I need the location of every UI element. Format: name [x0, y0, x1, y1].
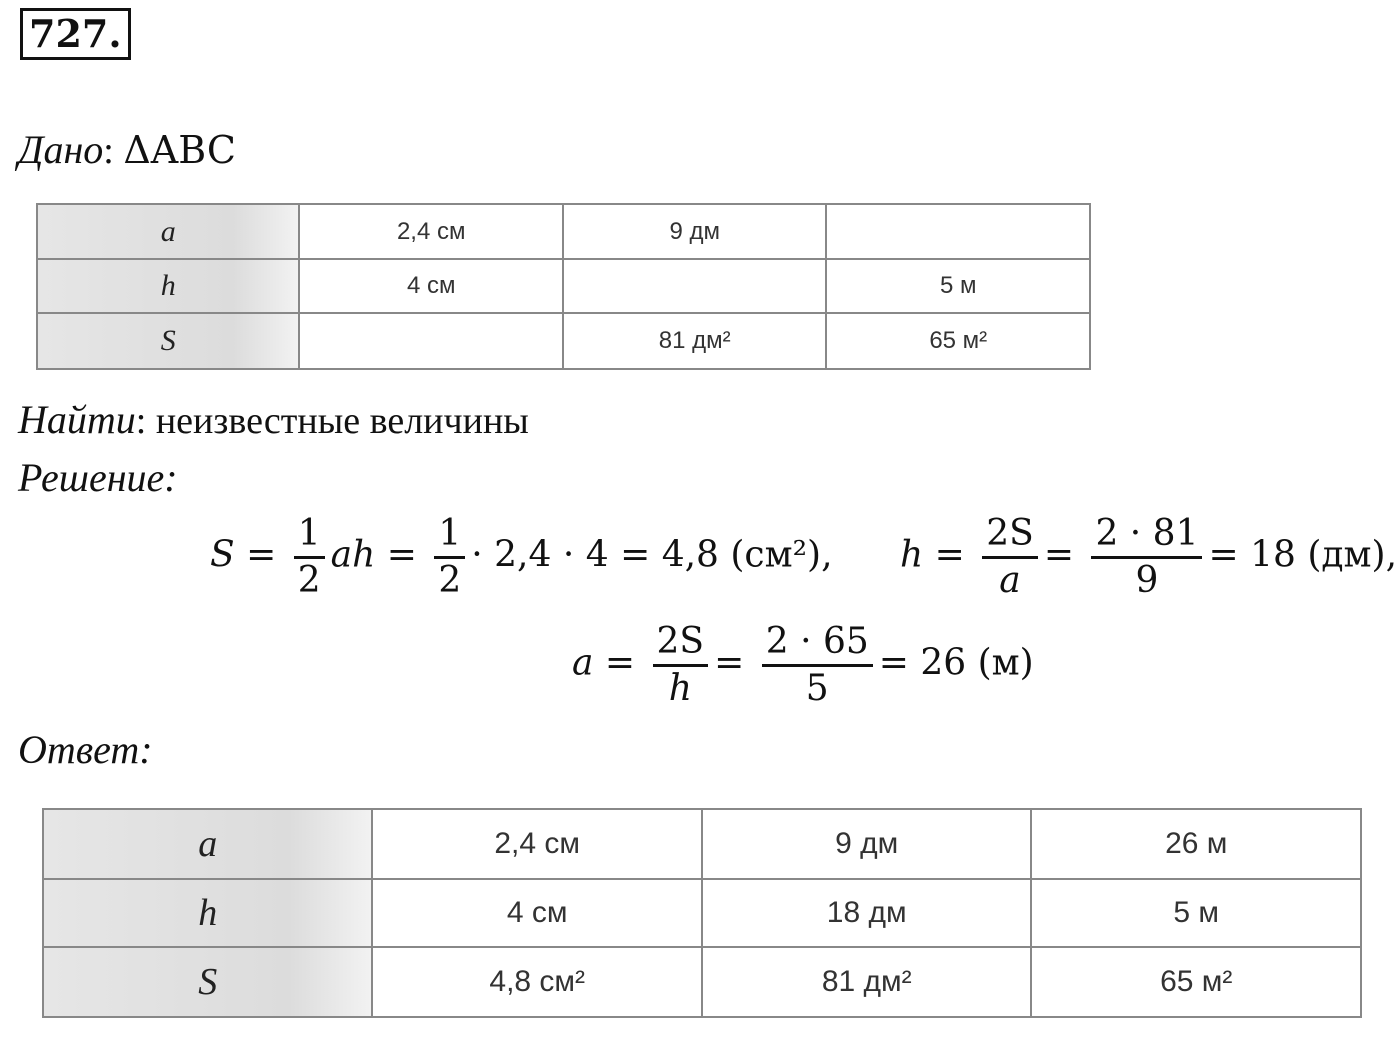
eq-var: a [572, 642, 594, 684]
table-cell: 9 дм [563, 204, 827, 259]
table-row [37, 259, 1090, 313]
table-cell: 4 см [372, 879, 702, 947]
table-row [43, 809, 1361, 879]
table-cell: 81 дм² [563, 313, 827, 369]
table-cell: 5 м [1031, 879, 1361, 947]
eq-tail: = 26 (м) [878, 642, 1034, 684]
table-cell: 4,8 см² [372, 947, 702, 1017]
table-row [37, 204, 1090, 259]
table-cell: 65 м² [826, 313, 1090, 369]
table-cell: 2,4 см [299, 204, 563, 259]
fraction: $\frac{2S}{a}$ [982, 512, 1038, 603]
equation-height: h = $\frac{2S}{a}$ = $\frac{2 \cdot 81}{9}$ = 18 (дм), [900, 513, 1398, 601]
eq-var: ah [330, 534, 376, 576]
given-line: Дано: ΔABC [18, 127, 236, 172]
table-cell: 2,4 см [372, 809, 702, 879]
table-cell: 5 м [826, 259, 1090, 313]
solution-label: Решение: [18, 455, 178, 500]
find-label: Найти [18, 397, 136, 442]
eq-var: h [900, 534, 924, 576]
fraction: $\frac{1}{2}$ [434, 512, 465, 603]
equation-side: a = $\frac{2S}{h}$ = $\frac{2 \cdot 65}{5}$ = 26 (м) [572, 621, 1034, 709]
eq-tail: = 18 (дм), [1208, 534, 1398, 576]
eq-tail: · 2,4 · 4 = 4,8 (см²), [471, 534, 833, 576]
problem-number: 727. [20, 8, 131, 60]
fraction: $\frac{1}{2}$ [294, 512, 325, 603]
table-row [37, 313, 1090, 369]
row-var: a [43, 809, 372, 879]
given-table [36, 203, 1091, 370]
row-var: S [37, 313, 299, 369]
answer-label: Ответ: [18, 727, 153, 772]
table-cell [563, 259, 827, 313]
row-var: h [43, 879, 372, 947]
table-cell: 65 м² [1031, 947, 1361, 1017]
eq-var: S [210, 534, 235, 576]
fraction: $\frac{2S}{h}$ [653, 620, 709, 711]
row-var: S [43, 947, 372, 1017]
table-cell: 4 см [299, 259, 563, 313]
find-text: неизвестные величины [155, 400, 529, 442]
given-label: Дано [18, 127, 104, 172]
given-object: ΔABC [123, 128, 236, 172]
row-var: a [37, 204, 299, 259]
row-var: h [37, 259, 299, 313]
table-cell [299, 313, 563, 369]
equation-area: S = $\frac{1}{2}$ ah = $\frac{1}{2}$ · 2,4 · 4 = 4,8 (см²), [210, 513, 833, 601]
find-line: Найти: неизвестные величины [18, 397, 529, 442]
table-cell: 26 м [1031, 809, 1361, 879]
table-row [43, 879, 1361, 947]
table-cell [826, 204, 1090, 259]
table-cell: 9 дм [702, 809, 1032, 879]
answer-table [42, 808, 1362, 1018]
table-row [43, 947, 1361, 1017]
table-cell: 81 дм² [702, 947, 1032, 1017]
table-cell: 18 дм [702, 879, 1032, 947]
fraction: $\frac{2 \cdot 65}{5}$ [762, 620, 873, 711]
fraction: $\frac{2 \cdot 81}{9}$ [1091, 512, 1202, 603]
